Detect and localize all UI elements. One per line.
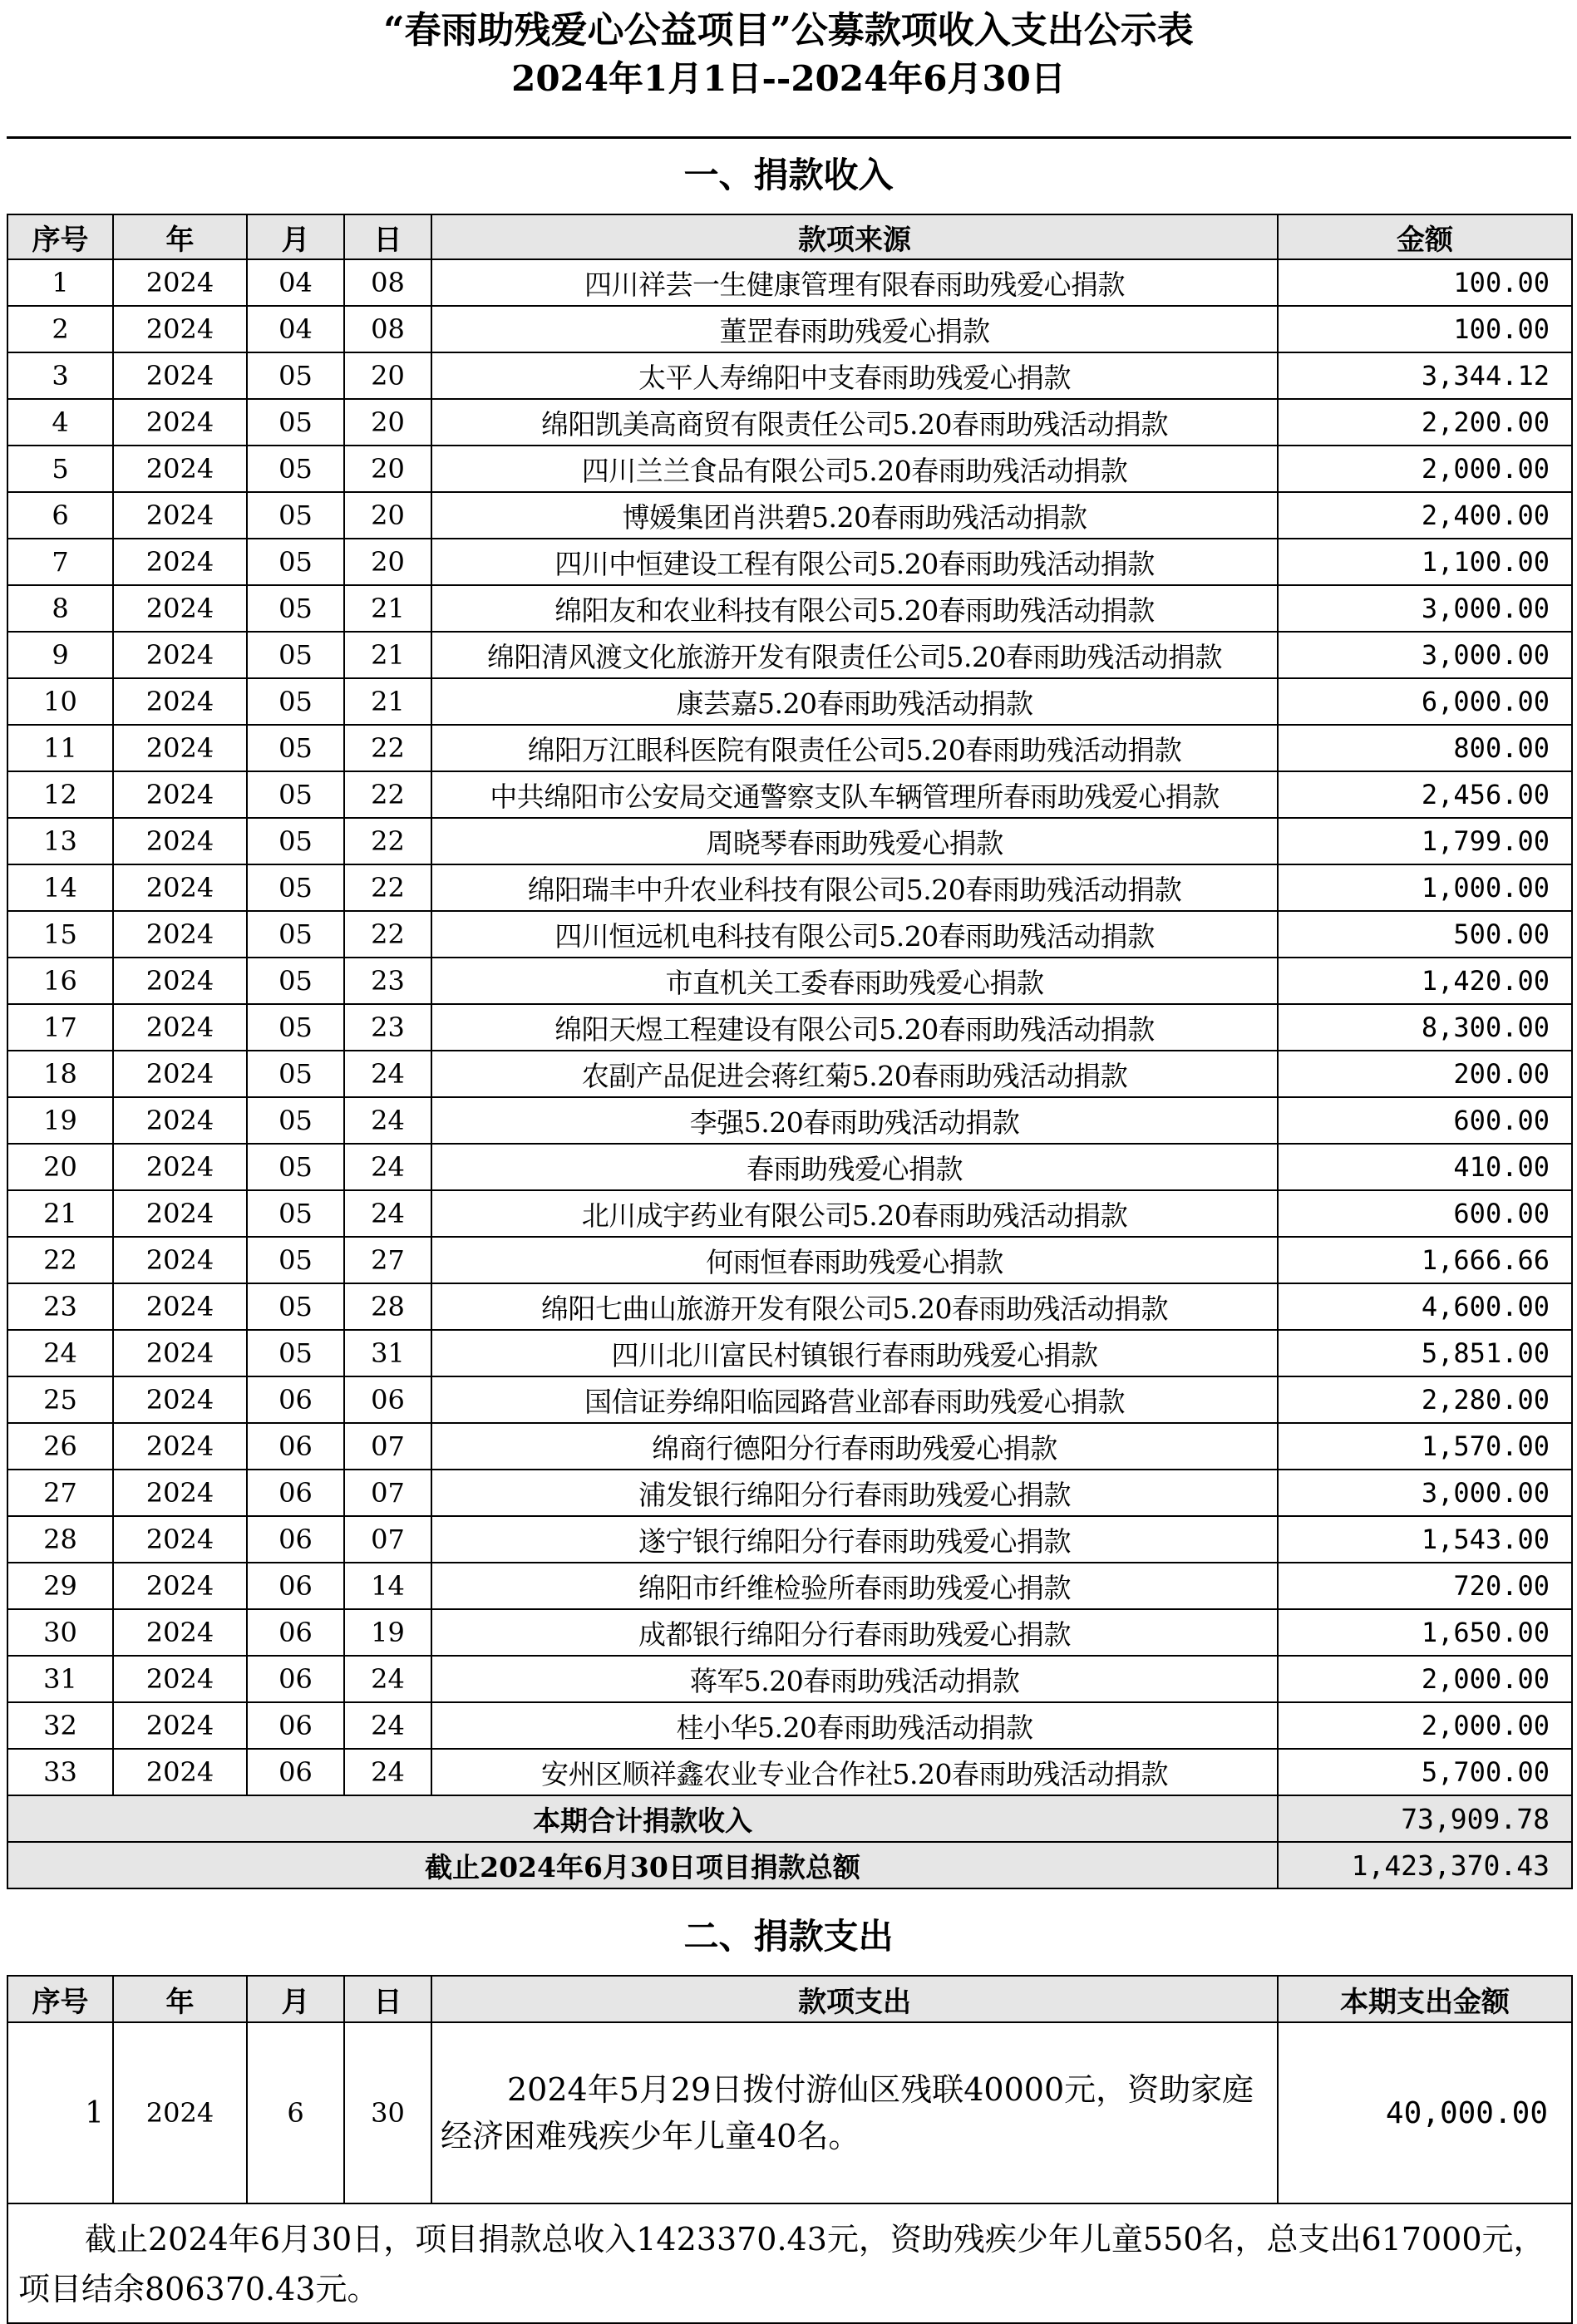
col-index: 序号 <box>7 1976 113 2022</box>
row-year: 2024 <box>113 911 247 958</box>
col-source: 款项来源 <box>431 214 1278 259</box>
table-row <box>7 1563 1572 1609</box>
expense-amount: 40,000.00 <box>1278 2022 1572 2203</box>
row-month: 06 <box>247 1423 344 1470</box>
table-row <box>7 1097 1572 1144</box>
row-month: 05 <box>247 1330 344 1376</box>
row-year: 2024 <box>113 399 247 446</box>
row-day: 14 <box>344 1563 431 1609</box>
row-source: 何雨恒春雨助残爱心捐款 <box>431 1237 1278 1283</box>
expense-description-cell <box>431 2022 1278 2203</box>
row-amount: 200.00 <box>1278 1051 1572 1097</box>
row-month: 05 <box>247 911 344 958</box>
row-year: 2024 <box>113 1470 247 1516</box>
table-row <box>7 1423 1572 1470</box>
table-row <box>7 678 1572 725</box>
row-amount: 1,000.00 <box>1278 864 1572 911</box>
row-index: 28 <box>7 1516 113 1563</box>
row-year: 2024 <box>113 1656 247 1702</box>
row-month: 06 <box>247 1656 344 1702</box>
row-day: 08 <box>344 306 431 352</box>
row-day: 24 <box>344 1749 431 1795</box>
row-month: 04 <box>247 259 344 306</box>
row-day: 07 <box>344 1470 431 1516</box>
row-day: 20 <box>344 539 431 585</box>
row-source: 绵阳瑞丰中升农业科技有限公司5.20春雨助残活动捐款 <box>431 864 1278 911</box>
row-amount: 720.00 <box>1278 1563 1572 1609</box>
col-index: 序号 <box>7 214 113 259</box>
row-day: 22 <box>344 818 431 864</box>
row-amount: 2,000.00 <box>1278 1656 1572 1702</box>
row-day: 21 <box>344 632 431 678</box>
row-year: 2024 <box>113 1144 247 1190</box>
row-month: 06 <box>247 1376 344 1423</box>
table-row <box>7 1004 1572 1051</box>
row-year: 2024 <box>113 1423 247 1470</box>
row-amount: 2,456.00 <box>1278 771 1572 818</box>
col-expense-item: 款项支出 <box>431 1976 1278 2022</box>
row-source: 浦发银行绵阳分行春雨助残爱心捐款 <box>431 1470 1278 1516</box>
row-year: 2024 <box>113 259 247 306</box>
row-source: 北川成宇药业有限公司5.20春雨助残活动捐款 <box>431 1190 1278 1237</box>
row-month: 05 <box>247 771 344 818</box>
row-month: 04 <box>247 306 344 352</box>
row-month: 05 <box>247 446 344 492</box>
row-source: 桂小华5.20春雨助残活动捐款 <box>431 1702 1278 1749</box>
table-row <box>7 864 1572 911</box>
expense-index: 1 <box>7 2022 113 2203</box>
row-source: 绵阳天煜工程建设有限公司5.20春雨助残活动捐款 <box>431 1004 1278 1051</box>
row-index: 8 <box>7 585 113 632</box>
row-day: 07 <box>344 1423 431 1470</box>
row-month: 05 <box>247 1283 344 1330</box>
row-month: 05 <box>247 678 344 725</box>
row-index: 18 <box>7 1051 113 1097</box>
row-amount: 600.00 <box>1278 1097 1572 1144</box>
title-block <box>0 7 1577 103</box>
row-month: 05 <box>247 1237 344 1283</box>
table-row <box>7 1749 1572 1795</box>
row-index: 27 <box>7 1470 113 1516</box>
row-year: 2024 <box>113 1702 247 1749</box>
table-row <box>7 1516 1572 1563</box>
row-year: 2024 <box>113 725 247 771</box>
row-month: 05 <box>247 352 344 399</box>
row-year: 2024 <box>113 771 247 818</box>
income-table <box>7 214 1573 1889</box>
row-amount: 3,344.12 <box>1278 352 1572 399</box>
row-amount: 1,570.00 <box>1278 1423 1572 1470</box>
period-total-value: 73,909.78 <box>1278 1795 1572 1842</box>
col-month: 月 <box>247 1976 344 2022</box>
income-section-title: 一、捐款收入 <box>683 155 894 195</box>
row-amount: 800.00 <box>1278 725 1572 771</box>
col-year: 年 <box>113 214 247 259</box>
row-day: 28 <box>344 1283 431 1330</box>
row-year: 2024 <box>113 446 247 492</box>
row-source: 安州区顺祥鑫农业专业合作社5.20春雨助残活动捐款 <box>431 1749 1278 1795</box>
table-row <box>7 352 1572 399</box>
table-row <box>7 492 1572 539</box>
row-day: 31 <box>344 1330 431 1376</box>
col-amount: 金额 <box>1278 214 1572 259</box>
row-year: 2024 <box>113 1190 247 1237</box>
row-day: 20 <box>344 399 431 446</box>
row-source: 春雨助残爱心捐款 <box>431 1144 1278 1190</box>
row-day: 22 <box>344 771 431 818</box>
row-source: 绵阳七曲山旅游开发有限公司5.20春雨助残活动捐款 <box>431 1283 1278 1330</box>
row-amount: 1,543.00 <box>1278 1516 1572 1563</box>
row-index: 7 <box>7 539 113 585</box>
row-source: 四川兰兰食品有限公司5.20春雨助残活动捐款 <box>431 446 1278 492</box>
row-amount: 3,000.00 <box>1278 632 1572 678</box>
expense-section-title: 二、捐款支出 <box>683 1916 894 1957</box>
row-month: 05 <box>247 1190 344 1237</box>
col-expense-amount: 本期支出金额 <box>1278 1976 1572 2022</box>
row-index: 31 <box>7 1656 113 1702</box>
row-index: 22 <box>7 1237 113 1283</box>
row-amount: 4,600.00 <box>1278 1283 1572 1330</box>
row-source: 遂宁银行绵阳分行春雨助残爱心捐款 <box>431 1516 1278 1563</box>
row-day: 24 <box>344 1097 431 1144</box>
row-year: 2024 <box>113 864 247 911</box>
row-day: 24 <box>344 1656 431 1702</box>
row-amount: 3,000.00 <box>1278 1470 1572 1516</box>
expense-header-row <box>7 1976 1572 2022</box>
row-index: 19 <box>7 1097 113 1144</box>
row-source: 绵阳清风渡文化旅游开发有限责任公司5.20春雨助残活动捐款 <box>431 632 1278 678</box>
expense-day: 30 <box>344 2022 431 2203</box>
row-amount: 5,851.00 <box>1278 1330 1572 1376</box>
row-day: 07 <box>344 1516 431 1563</box>
cumulative-total-label: 截止2024年6月30日项目捐款总额 <box>7 1842 1278 1888</box>
row-source: 李强5.20春雨助残活动捐款 <box>431 1097 1278 1144</box>
row-month: 05 <box>247 864 344 911</box>
row-index: 9 <box>7 632 113 678</box>
row-day: 08 <box>344 259 431 306</box>
row-source: 绵阳市纤维检验所春雨助残爱心捐款 <box>431 1563 1278 1609</box>
header-rule <box>7 136 1571 139</box>
row-month: 05 <box>247 492 344 539</box>
expense-description: 2024年5月29日拨付游仙区残联40000元，资助家庭经济困难残疾少年儿童40名。 <box>441 2071 1254 2154</box>
row-source: 太平人寿绵阳中支春雨助残爱心捐款 <box>431 352 1278 399</box>
row-month: 05 <box>247 818 344 864</box>
row-day: 06 <box>344 1376 431 1423</box>
row-day: 22 <box>344 911 431 958</box>
row-index: 16 <box>7 958 113 1004</box>
table-row <box>7 1237 1572 1283</box>
row-day: 24 <box>344 1702 431 1749</box>
row-day: 20 <box>344 352 431 399</box>
income-body <box>7 259 1572 1795</box>
row-year: 2024 <box>113 1051 247 1097</box>
row-amount: 410.00 <box>1278 1144 1572 1190</box>
document-period: 2024年1月1日--2024年6月30日 <box>511 58 1066 99</box>
row-year: 2024 <box>113 492 247 539</box>
col-day: 日 <box>344 214 431 259</box>
row-year: 2024 <box>113 585 247 632</box>
row-year: 2024 <box>113 539 247 585</box>
row-index: 26 <box>7 1423 113 1470</box>
row-amount: 5,700.00 <box>1278 1749 1572 1795</box>
row-index: 12 <box>7 771 113 818</box>
table-row <box>7 1702 1572 1749</box>
table-row <box>7 1330 1572 1376</box>
row-source: 四川中恒建设工程有限公司5.20春雨助残活动捐款 <box>431 539 1278 585</box>
period-total-label: 本期合计捐款收入 <box>7 1795 1278 1842</box>
row-year: 2024 <box>113 306 247 352</box>
row-amount: 6,000.00 <box>1278 678 1572 725</box>
table-row <box>7 632 1572 678</box>
col-month: 月 <box>247 214 344 259</box>
row-index: 5 <box>7 446 113 492</box>
row-index: 2 <box>7 306 113 352</box>
row-source: 绵商行德阳分行春雨助残爱心捐款 <box>431 1423 1278 1470</box>
row-day: 20 <box>344 446 431 492</box>
row-amount: 3,000.00 <box>1278 585 1572 632</box>
row-month: 05 <box>247 1144 344 1190</box>
row-amount: 2,200.00 <box>1278 399 1572 446</box>
summary-cell <box>7 2203 1572 2323</box>
row-month: 05 <box>247 1004 344 1051</box>
row-amount: 1,100.00 <box>1278 539 1572 585</box>
table-row <box>7 818 1572 864</box>
row-index: 30 <box>7 1609 113 1656</box>
row-day: 22 <box>344 864 431 911</box>
row-source: 绵阳万江眼科医院有限责任公司5.20春雨助残活动捐款 <box>431 725 1278 771</box>
table-row <box>7 585 1572 632</box>
row-amount: 500.00 <box>1278 911 1572 958</box>
income-header-row <box>7 214 1572 259</box>
table-row <box>7 1376 1572 1423</box>
row-year: 2024 <box>113 1097 247 1144</box>
col-year: 年 <box>113 1976 247 2022</box>
row-amount: 2,000.00 <box>1278 446 1572 492</box>
row-day: 27 <box>344 1237 431 1283</box>
table-row <box>7 399 1572 446</box>
table-row <box>7 1656 1572 1702</box>
row-year: 2024 <box>113 1563 247 1609</box>
row-year: 2024 <box>113 352 247 399</box>
row-day: 20 <box>344 492 431 539</box>
row-source: 中共绵阳市公安局交通警察支队车辆管理所春雨助残爱心捐款 <box>431 771 1278 818</box>
cumulative-total-row <box>7 1842 1572 1888</box>
row-day: 21 <box>344 678 431 725</box>
row-day: 24 <box>344 1051 431 1097</box>
row-index: 6 <box>7 492 113 539</box>
table-row <box>7 1190 1572 1237</box>
row-source: 国信证券绵阳临园路营业部春雨助残爱心捐款 <box>431 1376 1278 1423</box>
row-index: 24 <box>7 1330 113 1376</box>
row-day: 24 <box>344 1190 431 1237</box>
row-amount: 2,280.00 <box>1278 1376 1572 1423</box>
row-month: 05 <box>247 399 344 446</box>
row-source: 四川北川富民村镇银行春雨助残爱心捐款 <box>431 1330 1278 1376</box>
row-index: 11 <box>7 725 113 771</box>
expense-row <box>7 2022 1572 2203</box>
row-index: 13 <box>7 818 113 864</box>
row-month: 05 <box>247 539 344 585</box>
row-year: 2024 <box>113 1609 247 1656</box>
summary-row <box>7 2203 1572 2323</box>
expense-month: 6 <box>247 2022 344 2203</box>
row-amount: 8,300.00 <box>1278 1004 1572 1051</box>
row-source: 绵阳凯美高商贸有限责任公司5.20春雨助残活动捐款 <box>431 399 1278 446</box>
row-year: 2024 <box>113 632 247 678</box>
row-amount: 100.00 <box>1278 306 1572 352</box>
row-month: 06 <box>247 1563 344 1609</box>
row-index: 3 <box>7 352 113 399</box>
row-index: 15 <box>7 911 113 958</box>
row-index: 1 <box>7 259 113 306</box>
cumulative-total-value: 1,423,370.43 <box>1278 1842 1572 1888</box>
row-month: 05 <box>247 1097 344 1144</box>
row-amount: 2,000.00 <box>1278 1702 1572 1749</box>
row-amount: 100.00 <box>1278 259 1572 306</box>
row-day: 21 <box>344 585 431 632</box>
row-month: 06 <box>247 1749 344 1795</box>
row-index: 17 <box>7 1004 113 1051</box>
row-amount: 1,650.00 <box>1278 1609 1572 1656</box>
row-index: 32 <box>7 1702 113 1749</box>
table-row <box>7 306 1572 352</box>
row-amount: 1,666.66 <box>1278 1237 1572 1283</box>
row-year: 2024 <box>113 678 247 725</box>
table-row <box>7 725 1572 771</box>
row-day: 23 <box>344 1004 431 1051</box>
row-year: 2024 <box>113 1749 247 1795</box>
row-month: 06 <box>247 1470 344 1516</box>
table-row <box>7 1609 1572 1656</box>
row-year: 2024 <box>113 958 247 1004</box>
row-month: 05 <box>247 632 344 678</box>
row-amount: 600.00 <box>1278 1190 1572 1237</box>
period-total-row <box>7 1795 1572 1842</box>
table-row <box>7 771 1572 818</box>
row-source: 周晓琴春雨助残爱心捐款 <box>431 818 1278 864</box>
row-source: 四川恒远机电科技有限公司5.20春雨助残活动捐款 <box>431 911 1278 958</box>
row-month: 06 <box>247 1516 344 1563</box>
row-month: 05 <box>247 585 344 632</box>
summary-text: 截止2024年6月30日，项目捐款总收入1423370.43元，资助残疾少年儿童550名，总支出617000元，项目结余806370.43元。 <box>18 2221 1545 2307</box>
row-index: 33 <box>7 1749 113 1795</box>
row-source: 董罡春雨助残爱心捐款 <box>431 306 1278 352</box>
row-index: 21 <box>7 1190 113 1237</box>
row-year: 2024 <box>113 1376 247 1423</box>
row-index: 23 <box>7 1283 113 1330</box>
row-month: 05 <box>247 958 344 1004</box>
table-row <box>7 446 1572 492</box>
expense-year: 2024 <box>113 2022 247 2203</box>
row-source: 四川祥芸一生健康管理有限春雨助残爱心捐款 <box>431 259 1278 306</box>
row-source: 市直机关工委春雨助残爱心捐款 <box>431 958 1278 1004</box>
row-index: 20 <box>7 1144 113 1190</box>
row-day: 19 <box>344 1609 431 1656</box>
expense-table <box>7 1975 1573 2324</box>
row-index: 14 <box>7 864 113 911</box>
row-amount: 1,799.00 <box>1278 818 1572 864</box>
table-row <box>7 958 1572 1004</box>
row-year: 2024 <box>113 818 247 864</box>
row-day: 23 <box>344 958 431 1004</box>
row-year: 2024 <box>113 1004 247 1051</box>
row-day: 24 <box>344 1144 431 1190</box>
row-year: 2024 <box>113 1237 247 1283</box>
table-row <box>7 1144 1572 1190</box>
table-row <box>7 1283 1572 1330</box>
row-index: 25 <box>7 1376 113 1423</box>
table-row <box>7 911 1572 958</box>
row-source: 博媛集团肖洪碧5.20春雨助残活动捐款 <box>431 492 1278 539</box>
row-source: 康芸嘉5.20春雨助残活动捐款 <box>431 678 1278 725</box>
row-year: 2024 <box>113 1283 247 1330</box>
row-day: 22 <box>344 725 431 771</box>
row-index: 29 <box>7 1563 113 1609</box>
document-title: “春雨助残爱心公益项目”公募款项收入支出公示表 <box>383 9 1194 52</box>
row-source: 农副产品促进会蒋红菊5.20春雨助残活动捐款 <box>431 1051 1278 1097</box>
row-index: 10 <box>7 678 113 725</box>
row-amount: 1,420.00 <box>1278 958 1572 1004</box>
row-index: 4 <box>7 399 113 446</box>
col-day: 日 <box>344 1976 431 2022</box>
row-source: 绵阳友和农业科技有限公司5.20春雨助残活动捐款 <box>431 585 1278 632</box>
row-month: 05 <box>247 1051 344 1097</box>
row-source: 蒋军5.20春雨助残活动捐款 <box>431 1656 1278 1702</box>
table-row <box>7 1470 1572 1516</box>
row-month: 06 <box>247 1609 344 1656</box>
row-year: 2024 <box>113 1330 247 1376</box>
row-month: 05 <box>247 725 344 771</box>
table-row <box>7 1051 1572 1097</box>
table-row <box>7 539 1572 585</box>
row-amount: 2,400.00 <box>1278 492 1572 539</box>
row-month: 06 <box>247 1702 344 1749</box>
table-row <box>7 259 1572 306</box>
row-year: 2024 <box>113 1516 247 1563</box>
row-source: 成都银行绵阳分行春雨助残爱心捐款 <box>431 1609 1278 1656</box>
